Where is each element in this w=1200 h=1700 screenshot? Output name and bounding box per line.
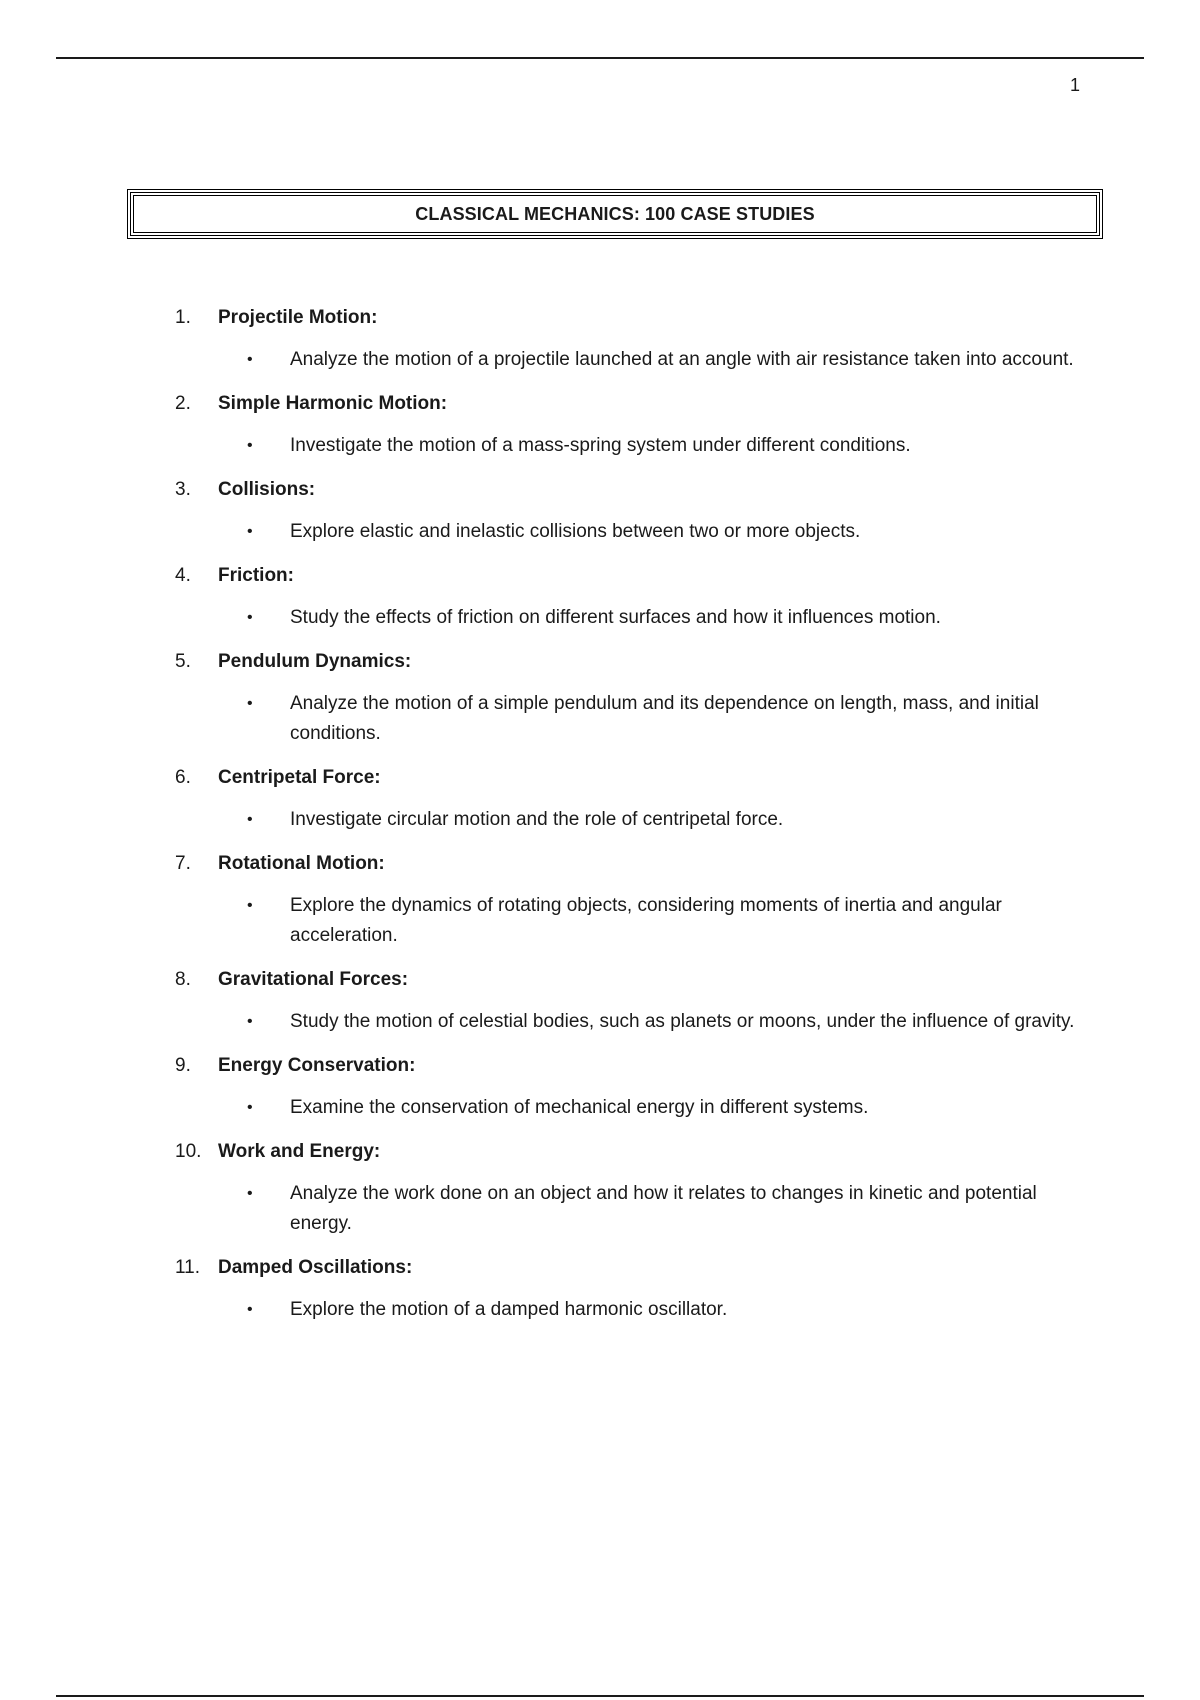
case-study-heading [175, 1137, 1075, 1167]
case-study-description [247, 805, 1075, 835]
case-study-number: 2. [175, 393, 191, 414]
case-study-title: Collisions: [218, 479, 316, 500]
case-study-number: 10. [175, 1141, 202, 1162]
case-study-number: 7. [175, 853, 191, 874]
case-study-heading [175, 561, 1075, 591]
bullet-icon: • [247, 695, 253, 712]
case-study-item [175, 475, 1075, 547]
case-study-description-text: Analyze the work done on an object and how it relates to changes in kinetic and potential energy. [290, 1183, 1037, 1234]
bullet-icon: • [247, 897, 253, 914]
case-study-title: Rotational Motion: [218, 853, 385, 874]
case-study-description-text: Investigate circular motion and the role of centripetal force. [290, 809, 784, 830]
bullet-icon: • [247, 351, 253, 368]
case-study-item [175, 1253, 1075, 1325]
bullet-icon: • [247, 811, 253, 828]
footer-rule [56, 1695, 1144, 1697]
case-study-heading [175, 965, 1075, 995]
case-study-heading [175, 1051, 1075, 1081]
case-study-description [247, 1295, 1075, 1325]
case-study-description-text: Explore elastic and inelastic collisions between two or more objects. [290, 521, 861, 542]
case-study-description [247, 603, 1075, 633]
bullet-icon: • [247, 437, 253, 454]
case-study-description [247, 891, 1075, 951]
title-box [130, 192, 1100, 236]
case-study-heading [175, 1253, 1075, 1283]
case-study-number: 11. [175, 1257, 201, 1278]
case-study-description [247, 345, 1075, 375]
case-study-item [175, 561, 1075, 633]
bullet-icon: • [247, 1185, 253, 1202]
case-study-title: Projectile Motion: [218, 307, 378, 328]
bullet-icon: • [247, 609, 253, 626]
case-study-heading [175, 389, 1075, 419]
case-study-item [175, 763, 1075, 835]
document-title: CLASSICAL MECHANICS: 100 CASE STUDIES [415, 203, 815, 224]
case-study-list [175, 303, 1075, 1339]
case-study-title: Energy Conservation: [218, 1055, 416, 1076]
bullet-icon: • [247, 1099, 253, 1116]
case-study-description-text: Study the effects of friction on different surfaces and how it influences motion. [290, 607, 941, 628]
case-study-item [175, 389, 1075, 461]
case-study-description-text: Explore the dynamics of rotating objects, considering moments of inertia and angular acceleration. [290, 895, 1002, 946]
case-study-number: 5. [175, 651, 191, 672]
case-study-heading [175, 849, 1075, 879]
page-number: 1 [1070, 75, 1081, 95]
case-study-description-text: Analyze the motion of a simple pendulum and its dependence on length, mass, and initial conditions. [290, 693, 1039, 744]
case-study-heading [175, 763, 1075, 793]
bullet-icon: • [247, 1301, 253, 1318]
case-study-number: 4. [175, 565, 191, 586]
case-study-description-text: Explore the motion of a damped harmonic oscillator. [290, 1299, 728, 1320]
case-study-description [247, 1093, 1075, 1123]
case-study-title: Gravitational Forces: [218, 969, 409, 990]
case-study-description [247, 517, 1075, 547]
case-study-item [175, 849, 1075, 951]
case-study-description [247, 431, 1075, 461]
case-study-number: 6. [175, 767, 191, 788]
case-study-description-text: Analyze the motion of a projectile launched at an angle with air resistance taken into account. [290, 349, 1074, 370]
case-study-heading [175, 647, 1075, 677]
case-study-heading [175, 475, 1075, 505]
case-study-title: Centripetal Force: [218, 767, 381, 788]
case-study-title: Work and Energy: [218, 1141, 381, 1162]
case-study-item [175, 1137, 1075, 1239]
case-study-description [247, 1179, 1075, 1239]
case-study-description [247, 1007, 1075, 1037]
case-study-number: 3. [175, 479, 191, 500]
header-rule [56, 57, 1144, 59]
case-study-number: 8. [175, 969, 191, 990]
case-study-title: Damped Oscillations: [218, 1257, 413, 1278]
case-study-description [247, 689, 1075, 749]
case-study-description-text: Study the motion of celestial bodies, such as planets or moons, under the influence of gravity. [290, 1011, 1075, 1032]
case-study-item [175, 1051, 1075, 1123]
case-study-item [175, 303, 1075, 375]
bullet-icon: • [247, 1013, 253, 1030]
case-study-item [175, 965, 1075, 1037]
case-study-description-text: Examine the conservation of mechanical energy in different systems. [290, 1097, 869, 1118]
case-study-title: Simple Harmonic Motion: [218, 393, 448, 414]
case-study-number: 9. [175, 1055, 191, 1076]
case-study-number: 1. [175, 307, 191, 328]
case-study-title: Pendulum Dynamics: [218, 651, 412, 672]
case-study-item [175, 647, 1075, 749]
case-study-title: Friction: [218, 565, 294, 586]
case-study-heading [175, 303, 1075, 333]
bullet-icon: • [247, 523, 253, 540]
case-study-description-text: Investigate the motion of a mass-spring system under different conditions. [290, 435, 911, 456]
